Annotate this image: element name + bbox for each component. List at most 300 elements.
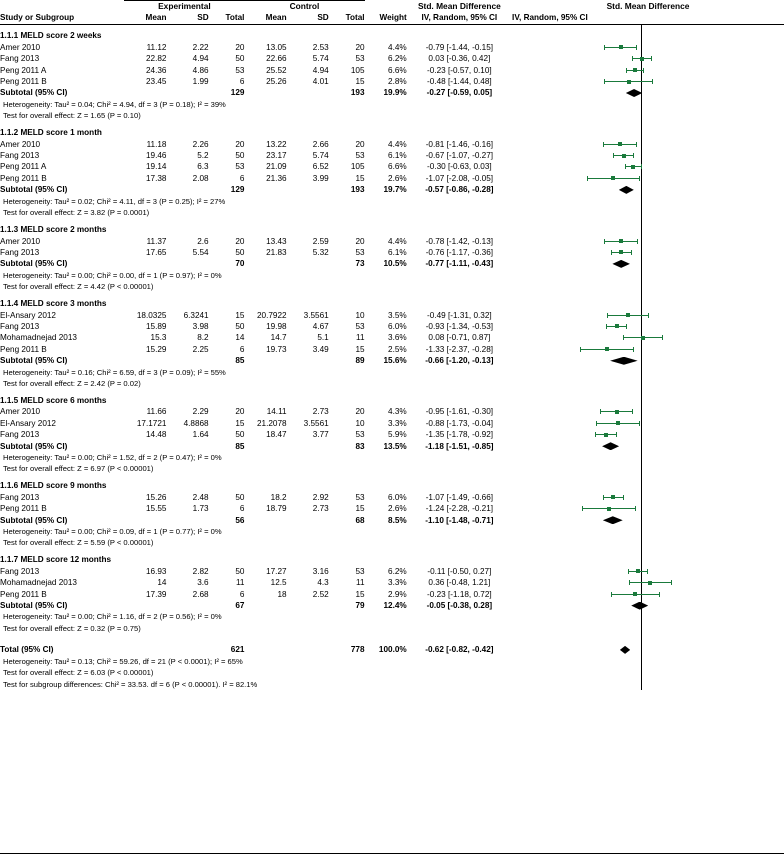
control-total: 79	[355, 601, 365, 611]
plot-cell-study	[512, 310, 784, 321]
table-row	[0, 53, 784, 64]
control-sd: 5.74	[312, 54, 329, 64]
reference-line	[641, 321, 642, 332]
subgroup-header-row	[0, 549, 784, 566]
experimental-sd: 2.82	[192, 566, 209, 576]
weight: 6.2%	[388, 54, 407, 64]
heterogeneity-note-text: Heterogeneity: Tau² = 0.00; Chi² = 0.09, df = 1 (P = 0.77); I² = 0%	[3, 527, 222, 537]
heterogeneity-note	[0, 367, 784, 378]
reference-line	[641, 679, 642, 690]
effect-estimate: -0.49 [-1.31, 0.32]	[427, 310, 492, 320]
experimental-sd	[166, 87, 208, 98]
experimental-sd: 1.73	[192, 504, 209, 514]
control-mean	[244, 258, 286, 269]
study-name: Subtotal (95% CI)	[0, 515, 68, 525]
control-total: 105	[350, 162, 365, 172]
effect-estimate: -0.27 [-0.59, 0.05]	[426, 88, 493, 98]
plot-cell-empty	[512, 389, 784, 406]
control-total: 53	[355, 247, 365, 257]
control-total: 20	[355, 407, 365, 417]
overall-effect-note-text: Test for overall effect: Z = 2.42 (P = 0.02)	[3, 378, 141, 388]
experimental-mean	[124, 441, 166, 452]
subtotal-row	[0, 441, 784, 452]
plot-cell-summary	[512, 644, 784, 655]
control-mean	[244, 184, 286, 195]
heterogeneity-note-text: Heterogeneity: Tau² = 0.00; Chi² = 1.16, df = 2 (P = 0.56); I² = 0%	[3, 612, 222, 622]
experimental-mean: 24.36	[145, 65, 167, 75]
subtotal-row	[0, 258, 784, 269]
table-row	[0, 344, 784, 355]
reference-line	[641, 184, 642, 195]
experimental-sd: 6.3	[197, 162, 209, 172]
study-name: Peng 2011 B	[0, 77, 47, 87]
heterogeneity-note	[0, 452, 784, 463]
overall-effect-note-text: Test for overall effect: Z = 5.59 (P < 0.00001)	[3, 538, 154, 548]
experimental-sd	[166, 258, 208, 269]
weight: 6.0%	[388, 492, 407, 502]
reference-line	[641, 611, 642, 622]
subtotal-row	[0, 184, 784, 195]
weight: 6.2%	[388, 566, 407, 576]
spacer	[0, 634, 512, 644]
effect-estimate: -0.11 [-0.50, 0.27]	[427, 566, 492, 576]
table-row	[0, 406, 784, 417]
subgroup-header-row	[0, 475, 784, 492]
effect-estimate: -0.95 [-1.61, -0.30]	[425, 407, 494, 417]
plot-cell-empty	[512, 196, 784, 207]
weight: 2.6%	[388, 504, 407, 514]
weight: 19.7%	[383, 185, 407, 195]
experimental-mean: 14	[157, 578, 167, 588]
plot-cell-empty	[512, 656, 784, 667]
subgroup-header-row	[0, 219, 784, 236]
subgroup-label: 1.1.2 MELD score 1 month	[0, 128, 102, 138]
control-mean: 23.17	[266, 151, 287, 161]
study-name: Subtotal (95% CI)	[0, 601, 68, 611]
plot-cell-study	[512, 344, 784, 355]
control-mean: 21.09	[266, 162, 287, 172]
study-name: Subtotal (95% CI)	[0, 259, 68, 269]
plot-cell-empty	[512, 281, 784, 292]
experimental-sd: 8.2	[197, 333, 209, 343]
reference-line	[641, 344, 642, 355]
table-row	[0, 236, 784, 247]
study-name: Peng 2011 A	[0, 162, 47, 172]
summary-diamond	[619, 186, 634, 194]
experimental-total: 6	[239, 173, 245, 183]
effect-marker	[616, 421, 620, 425]
effect-estimate: -0.81 [-1.46, -0.16]	[425, 139, 494, 149]
weight: 15.6%	[383, 356, 407, 366]
heterogeneity-note-text: Heterogeneity: Tau² = 0.04; Chi² = 4.94, df = 3 (P = 0.18); I² = 39%	[3, 99, 226, 109]
experimental-mean: 17.65	[145, 247, 167, 257]
experimental-total: 85	[235, 441, 245, 451]
control-total: 11	[356, 333, 365, 343]
control-sd: 5.32	[312, 247, 329, 257]
control-total: 15	[355, 504, 365, 514]
table-row	[0, 76, 784, 87]
study-name: Fang 2013	[0, 492, 40, 502]
plot-cell-empty	[512, 634, 784, 644]
effect-marker	[618, 142, 622, 146]
study-name: El-Ansary 2012	[0, 418, 56, 428]
effect-estimate: -0.76 [-1.17, -0.36]	[425, 247, 494, 257]
weight: 4.3%	[388, 407, 407, 417]
experimental-sd: 2.22	[192, 42, 209, 52]
reference-line	[641, 110, 642, 121]
plot-cell-study	[512, 406, 784, 417]
header-column-row	[0, 12, 784, 24]
weight: 12.4%	[383, 601, 407, 611]
plot-cell-study	[512, 53, 784, 64]
plot-cell-summary	[512, 441, 784, 452]
experimental-total: 6	[239, 589, 245, 599]
effect-estimate: -0.77 [-1.11, -0.43]	[425, 259, 494, 269]
subgroup-header-row	[0, 389, 784, 406]
study-name: Mohamadnejad 2013	[0, 333, 77, 343]
experimental-total: 11	[235, 578, 245, 588]
control-mean: 21.36	[266, 173, 287, 183]
subgroup-label: 1.1.4 MELD score 3 months	[0, 299, 107, 309]
table-row	[0, 589, 784, 600]
effect-marker	[633, 68, 637, 72]
summary-diamond	[603, 516, 623, 524]
effect-estimate: -1.10 [-1.48, -0.71]	[425, 515, 494, 525]
reference-line	[641, 207, 642, 218]
plot-cell-empty	[512, 24, 784, 42]
experimental-sd	[166, 355, 208, 366]
plot-cell-study	[512, 577, 784, 588]
effect-marker	[640, 57, 644, 61]
control-sd: 4.94	[312, 65, 329, 75]
weight: 19.9%	[383, 88, 407, 98]
experimental-total: 129	[230, 88, 245, 98]
control-sd: 4.3	[317, 578, 329, 588]
plot-cell-study	[512, 76, 784, 87]
control-sd: 2.52	[312, 589, 329, 599]
control-total: 53	[355, 566, 365, 576]
reference-line	[641, 503, 642, 514]
heterogeneity-note-text: Heterogeneity: Tau² = 0.02; Chi² = 4.11, df = 3 (P = 0.25); I² = 27%	[3, 196, 226, 206]
study-name: Peng 2011 B	[0, 504, 47, 514]
reference-line	[641, 441, 642, 452]
control-sd: 3.49	[312, 344, 329, 354]
control-mean	[244, 644, 286, 655]
plot-cell-empty	[512, 122, 784, 139]
experimental-sd: 6.3241	[183, 310, 209, 320]
plot-cell-study	[512, 139, 784, 150]
effect-marker	[631, 165, 635, 169]
weight: 3.6%	[388, 333, 407, 343]
table-body	[0, 24, 784, 690]
table-row	[0, 418, 784, 429]
effect-estimate: 0.36 [-0.48, 1.21]	[428, 578, 491, 588]
experimental-sd: 2.08	[192, 173, 209, 183]
study-name: Fang 2013	[0, 566, 40, 576]
study-name: Subtotal (95% CI)	[0, 441, 68, 451]
weight: 8.5%	[388, 515, 407, 525]
experimental-total: 6	[239, 504, 245, 514]
subtotal-row	[0, 600, 784, 611]
effect-marker	[619, 250, 623, 254]
control-mean	[244, 87, 286, 98]
reference-line	[641, 644, 642, 655]
overall-effect-note-text: Test for overall effect: Z = 4.42 (P < 0.00001)	[3, 282, 154, 292]
effect-estimate: -0.66 [-1.20, -0.13]	[425, 356, 494, 366]
overall-effect-note-text: Test for overall effect: Z = 0.32 (P = 0.75)	[3, 623, 141, 633]
experimental-total: 50	[235, 492, 245, 502]
reference-line	[641, 99, 642, 110]
weight: 6.6%	[388, 65, 407, 75]
control-sd	[287, 515, 329, 526]
overall-effect-note-text: Test for overall effect: Z = 3.82 (P = 0.0001)	[3, 208, 150, 218]
plot-cell-study	[512, 503, 784, 514]
weight: 4.4%	[388, 139, 407, 149]
heterogeneity-note	[0, 99, 784, 110]
experimental-total: 6	[239, 77, 245, 87]
experimental-sd: 4.94	[192, 54, 209, 64]
effect-marker	[633, 592, 637, 596]
header-plot-ci: IV, Random, 95% CI	[512, 12, 784, 24]
effect-estimate: -1.24 [-2.28, -0.21]	[425, 504, 494, 514]
plot-cell-empty	[512, 623, 784, 634]
study-name: Subtotal (95% CI)	[0, 88, 68, 98]
reference-line	[641, 150, 642, 161]
overall-effect-note	[0, 537, 784, 548]
control-mean: 14.7	[270, 333, 287, 343]
study-name: Peng 2011 B	[0, 344, 47, 354]
weight: 4.4%	[388, 42, 407, 52]
study-name: Amer 2010	[0, 139, 41, 149]
control-sd: 6.52	[312, 162, 329, 172]
table-row	[0, 332, 784, 343]
effect-estimate: -0.67 [-1.07, -0.27]	[425, 151, 494, 161]
study-name: Subtotal (95% CI)	[0, 185, 68, 195]
experimental-mean	[124, 258, 166, 269]
experimental-sd: 4.8868	[183, 418, 209, 428]
effect-estimate: -0.05 [-0.38, 0.28]	[426, 601, 493, 611]
spacer-row	[0, 634, 784, 644]
plot-cell-study	[512, 150, 784, 161]
table-header	[0, 1, 784, 25]
control-total: 15	[355, 589, 365, 599]
control-total: 11	[356, 578, 365, 588]
control-mean: 17.27	[266, 566, 287, 576]
summary-diamond	[610, 357, 638, 365]
overall-effect-note-text: Test for overall effect: Z = 6.97 (P < 0.00001)	[3, 464, 154, 474]
control-sd: 3.5561	[303, 310, 329, 320]
experimental-total: 53	[235, 162, 245, 172]
control-mean: 18.2	[270, 492, 287, 502]
total-note-2-text: Test for subgroup differences: Chi² = 33.53. df = 6 (P < 0.00001). I² = 82.1%	[3, 679, 258, 689]
control-sd	[287, 644, 329, 655]
control-mean: 21.83	[266, 247, 287, 257]
experimental-mean: 15.55	[145, 504, 167, 514]
plot-cell-empty	[512, 679, 784, 690]
control-total: 89	[355, 356, 365, 366]
table-row	[0, 566, 784, 577]
plot-cell-study	[512, 589, 784, 600]
plot-cell-summary	[512, 184, 784, 195]
header-weight: Weight	[365, 12, 407, 24]
experimental-mean: 17.39	[145, 589, 167, 599]
experimental-sd: 2.48	[192, 492, 209, 502]
control-sd	[287, 355, 329, 366]
effect-marker	[627, 80, 631, 84]
subgroup-header-row	[0, 122, 784, 139]
control-sd: 2.53	[312, 42, 329, 52]
plot-cell-study	[512, 418, 784, 429]
effect-estimate: -0.79 [-1.44, -0.15]	[425, 42, 494, 52]
reference-line	[641, 258, 642, 269]
reference-line	[641, 378, 642, 389]
effect-estimate: -1.07 [-1.49, -0.66]	[425, 492, 494, 502]
weight: 100.0%	[378, 645, 407, 655]
experimental-total: 70	[235, 259, 245, 269]
control-mean	[244, 355, 286, 366]
control-total: 105	[350, 65, 365, 75]
plot-cell-empty	[512, 378, 784, 389]
plot-cell-empty	[512, 452, 784, 463]
study-name: Amer 2010	[0, 42, 41, 52]
subgroup-label: 1.1.5 MELD score 6 months	[0, 395, 107, 405]
plot-cell-empty	[512, 475, 784, 492]
weight: 4.4%	[388, 236, 407, 246]
control-total: 20	[355, 139, 365, 149]
control-mean: 13.22	[266, 139, 287, 149]
table-row	[0, 42, 784, 53]
control-sd	[287, 87, 329, 98]
experimental-sd: 3.98	[192, 321, 209, 331]
plot-cell-empty	[512, 537, 784, 548]
weight: 6.1%	[388, 247, 407, 257]
plot-cell-empty	[512, 110, 784, 121]
reference-line	[641, 537, 642, 548]
effect-estimate: 0.08 [-0.71, 0.87]	[428, 333, 491, 343]
weight: 3.3%	[388, 578, 407, 588]
heterogeneity-note-text: Heterogeneity: Tau² = 0.00; Chi² = 1.52, df = 2 (P = 0.47); I² = 0%	[3, 453, 222, 462]
control-mean: 21.2078	[256, 418, 287, 428]
heterogeneity-note	[0, 196, 784, 207]
experimental-sd	[166, 441, 208, 452]
reference-line	[641, 623, 642, 634]
experimental-sd: 2.29	[192, 407, 209, 417]
table-row	[0, 247, 784, 258]
header-exp-sd: SD	[166, 12, 208, 24]
reference-line	[641, 367, 642, 378]
control-mean: 25.26	[266, 77, 287, 87]
plot-cell-study	[512, 492, 784, 503]
control-mean: 14.11	[266, 407, 287, 417]
experimental-mean	[124, 515, 166, 526]
control-mean: 13.43	[266, 236, 287, 246]
reference-line	[641, 429, 642, 440]
reference-line	[641, 219, 642, 236]
plot-cell-study	[512, 321, 784, 332]
experimental-sd: 2.68	[192, 589, 209, 599]
effect-estimate: -0.23 [-1.18, 0.72]	[427, 589, 492, 599]
total-note-1	[0, 667, 784, 678]
control-total: 193	[350, 185, 365, 195]
control-sd: 3.16	[312, 566, 329, 576]
overall-effect-note	[0, 463, 784, 474]
control-total: 83	[355, 441, 365, 451]
reference-line	[641, 355, 642, 366]
experimental-mean: 23.45	[145, 77, 167, 87]
reference-line	[641, 526, 642, 537]
control-total: 68	[355, 515, 365, 525]
control-total: 15	[355, 77, 365, 87]
experimental-mean: 22.82	[145, 54, 167, 64]
control-mean: 12.5	[270, 578, 287, 588]
effect-marker	[604, 433, 608, 437]
study-name: Fang 2013	[0, 247, 40, 257]
study-name: Amer 2010	[0, 236, 41, 246]
weight: 6.0%	[388, 321, 407, 331]
header-exp-mean: Mean	[124, 12, 166, 24]
plot-cell-summary	[512, 600, 784, 611]
plot-cell-empty	[512, 526, 784, 537]
experimental-mean: 16.93	[145, 566, 167, 576]
overall-effect-note	[0, 623, 784, 634]
subgroup-label: 1.1.6 MELD score 9 months	[0, 481, 107, 491]
table-row	[0, 173, 784, 184]
table-row	[0, 577, 784, 588]
effect-marker	[611, 495, 615, 499]
subgroup-header-row	[0, 293, 784, 310]
total-note-1-text: Test for overall effect: Z = 6.03 (P < 0.00001)	[3, 668, 154, 678]
study-name: Fang 2013	[0, 151, 40, 161]
table-row	[0, 65, 784, 76]
experimental-mean: 14.48	[145, 430, 167, 440]
experimental-sd	[166, 644, 208, 655]
plot-cell-study	[512, 236, 784, 247]
effect-marker	[615, 324, 619, 328]
subtotal-row	[0, 87, 784, 98]
effect-estimate: 0.03 [-0.36, 0.42]	[428, 54, 491, 64]
control-total: 53	[355, 492, 365, 502]
reference-line	[641, 173, 642, 184]
header-ctrl-mean: Mean	[244, 12, 286, 24]
control-total: 53	[355, 430, 365, 440]
experimental-total: 67	[235, 601, 245, 611]
experimental-mean: 11.37	[146, 236, 167, 246]
reference-line	[641, 549, 642, 566]
experimental-sd	[166, 600, 208, 611]
experimental-mean: 15.3	[150, 333, 167, 343]
control-total: 193	[350, 88, 365, 98]
study-name: Fang 2013	[0, 321, 40, 331]
control-sd: 2.73	[312, 407, 329, 417]
experimental-total: 20	[235, 407, 245, 417]
reference-line	[641, 389, 642, 406]
control-mean	[244, 515, 286, 526]
experimental-total: 15	[235, 418, 245, 428]
control-sd: 3.5561	[303, 418, 329, 428]
control-sd	[287, 184, 329, 195]
control-sd: 5.1	[317, 333, 329, 343]
plot-cell-summary	[512, 355, 784, 366]
plot-cell-study	[512, 173, 784, 184]
reference-line	[641, 247, 642, 258]
heterogeneity-note	[0, 270, 784, 281]
total-note-0	[0, 656, 784, 667]
subgroup-label: 1.1.7 MELD score 12 months	[0, 555, 112, 565]
control-total: 20	[355, 236, 365, 246]
study-name: Amer 2010	[0, 407, 41, 417]
effect-marker	[619, 239, 623, 243]
control-sd	[287, 600, 329, 611]
